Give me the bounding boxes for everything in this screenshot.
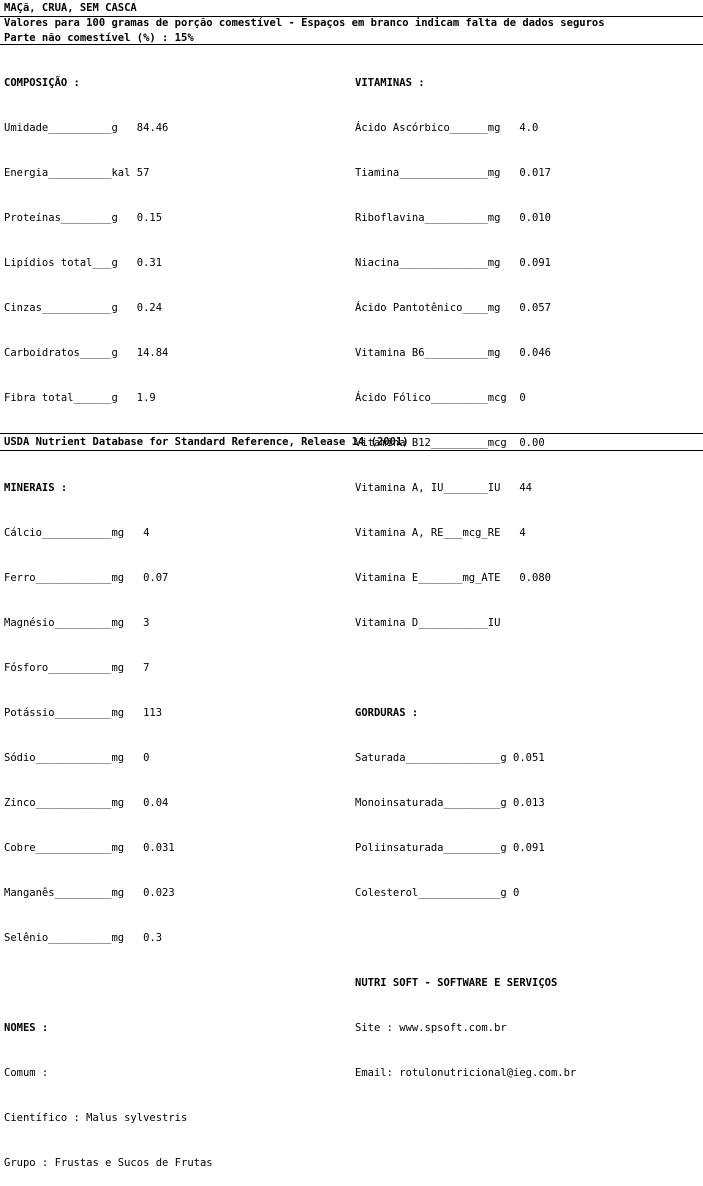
minerais-heading: MINERAIS : xyxy=(4,482,68,494)
nutrisoft-email: Email: rotulonutricional@ieg.com.br xyxy=(355,1067,577,1079)
mineral-row: Zinco____________mg 0.04 xyxy=(4,797,169,809)
spacer xyxy=(355,661,576,676)
nomes-heading: NOMES : xyxy=(4,1022,49,1034)
nutrisoft-heading: NUTRI SOFT - SOFTWARE E SERVIÇOS xyxy=(355,977,558,989)
vitamina-row: Vitamina A, IU_______IU 44 xyxy=(355,482,533,494)
composicao-row: Lipídios total___g 0.31 xyxy=(4,257,163,269)
mineral-row: Magnésio_________mg 3 xyxy=(4,617,150,629)
inedible-part: Parte não comestível (%) : 15% xyxy=(4,32,194,44)
composicao-row: Umidade__________g 84.46 xyxy=(4,122,169,134)
gorduras-heading: GORDURAS : xyxy=(355,707,419,719)
vitamina-row: Vitamina E_______mg_ATE 0.080 xyxy=(355,572,551,584)
mineral-row: Potássio_________mg 113 xyxy=(4,707,163,719)
mineral-row: Ferro____________mg 0.07 xyxy=(4,572,169,584)
divider-bottom xyxy=(0,450,703,451)
subtitle: Valores para 100 gramas de porção comestível - Espaços em branco indicam falta de dados seguros xyxy=(4,17,605,29)
vitamina-row: Ácido Ascórbico______mg 4.0 xyxy=(355,122,539,134)
divider-header xyxy=(0,44,703,45)
nutrisoft-site: Site : www.spsoft.com.br xyxy=(355,1022,507,1034)
mineral-row: Sódio____________mg 0 xyxy=(4,752,150,764)
left-column xyxy=(4,46,213,1186)
spacer xyxy=(4,976,213,991)
vitamina-row: Vitamina D___________IU xyxy=(355,617,501,629)
mineral-row: Selênio__________mg 0.3 xyxy=(4,932,163,944)
vitamina-row: Tiamina______________mg 0.017 xyxy=(355,167,551,179)
composicao-row: Carboidratos_____g 14.84 xyxy=(4,347,169,359)
mineral-row: Cobre____________mg 0.031 xyxy=(4,842,175,854)
footer-source: USDA Nutrient Database for Standard Reference, Release 14 (2001) xyxy=(4,436,409,448)
nome-row: Científico : Malus sylvestris xyxy=(4,1112,188,1124)
gordura-row: Colesterol_____________g 0 xyxy=(355,887,520,899)
vitamina-row: Vitamina B12_________mcg 0.00 xyxy=(355,437,545,449)
gordura-row: Monoinsaturada_________g 0.013 xyxy=(355,797,545,809)
divider-footer xyxy=(0,433,703,434)
mineral-row: Manganês_________mg 0.023 xyxy=(4,887,175,899)
spacer xyxy=(355,931,576,946)
vitamina-row: Vitamina B6__________mg 0.046 xyxy=(355,347,551,359)
mineral-row: Cálcio___________mg 4 xyxy=(4,527,150,539)
vitamina-row: Riboflavina__________mg 0.010 xyxy=(355,212,551,224)
composicao-row: Cinzas___________g 0.24 xyxy=(4,302,163,314)
composicao-row: Proteínas________g 0.15 xyxy=(4,212,163,224)
right-column xyxy=(355,46,576,1096)
gordura-row: Poliinsaturada_________g 0.091 xyxy=(355,842,545,854)
vitamina-row: Vitamina A, RE___mcg_RE 4 xyxy=(355,527,526,539)
composicao-row: Energia__________kal 57 xyxy=(4,167,150,179)
composicao-row: Fibra total______g 1.9 xyxy=(4,392,156,404)
vitamina-row: Ácido Fólico_________mcg 0 xyxy=(355,392,526,404)
vitamina-row: Niacina______________mg 0.091 xyxy=(355,257,551,269)
food-title: MAÇã, CRUA, SEM CASCA xyxy=(4,2,137,14)
mineral-row: Fósforo__________mg 7 xyxy=(4,662,150,674)
nome-row: Grupo : Frustas e Sucos de Frutas xyxy=(4,1157,213,1169)
nome-row: Comum : xyxy=(4,1067,49,1079)
vitamina-row: Ácido Pantotênico____mg 0.057 xyxy=(355,302,551,314)
gordura-row: Saturada_______________g 0.051 xyxy=(355,752,545,764)
composicao-heading: COMPOSIÇÃO : xyxy=(4,77,80,89)
vitaminas-heading: VITAMINAS : xyxy=(355,77,425,89)
